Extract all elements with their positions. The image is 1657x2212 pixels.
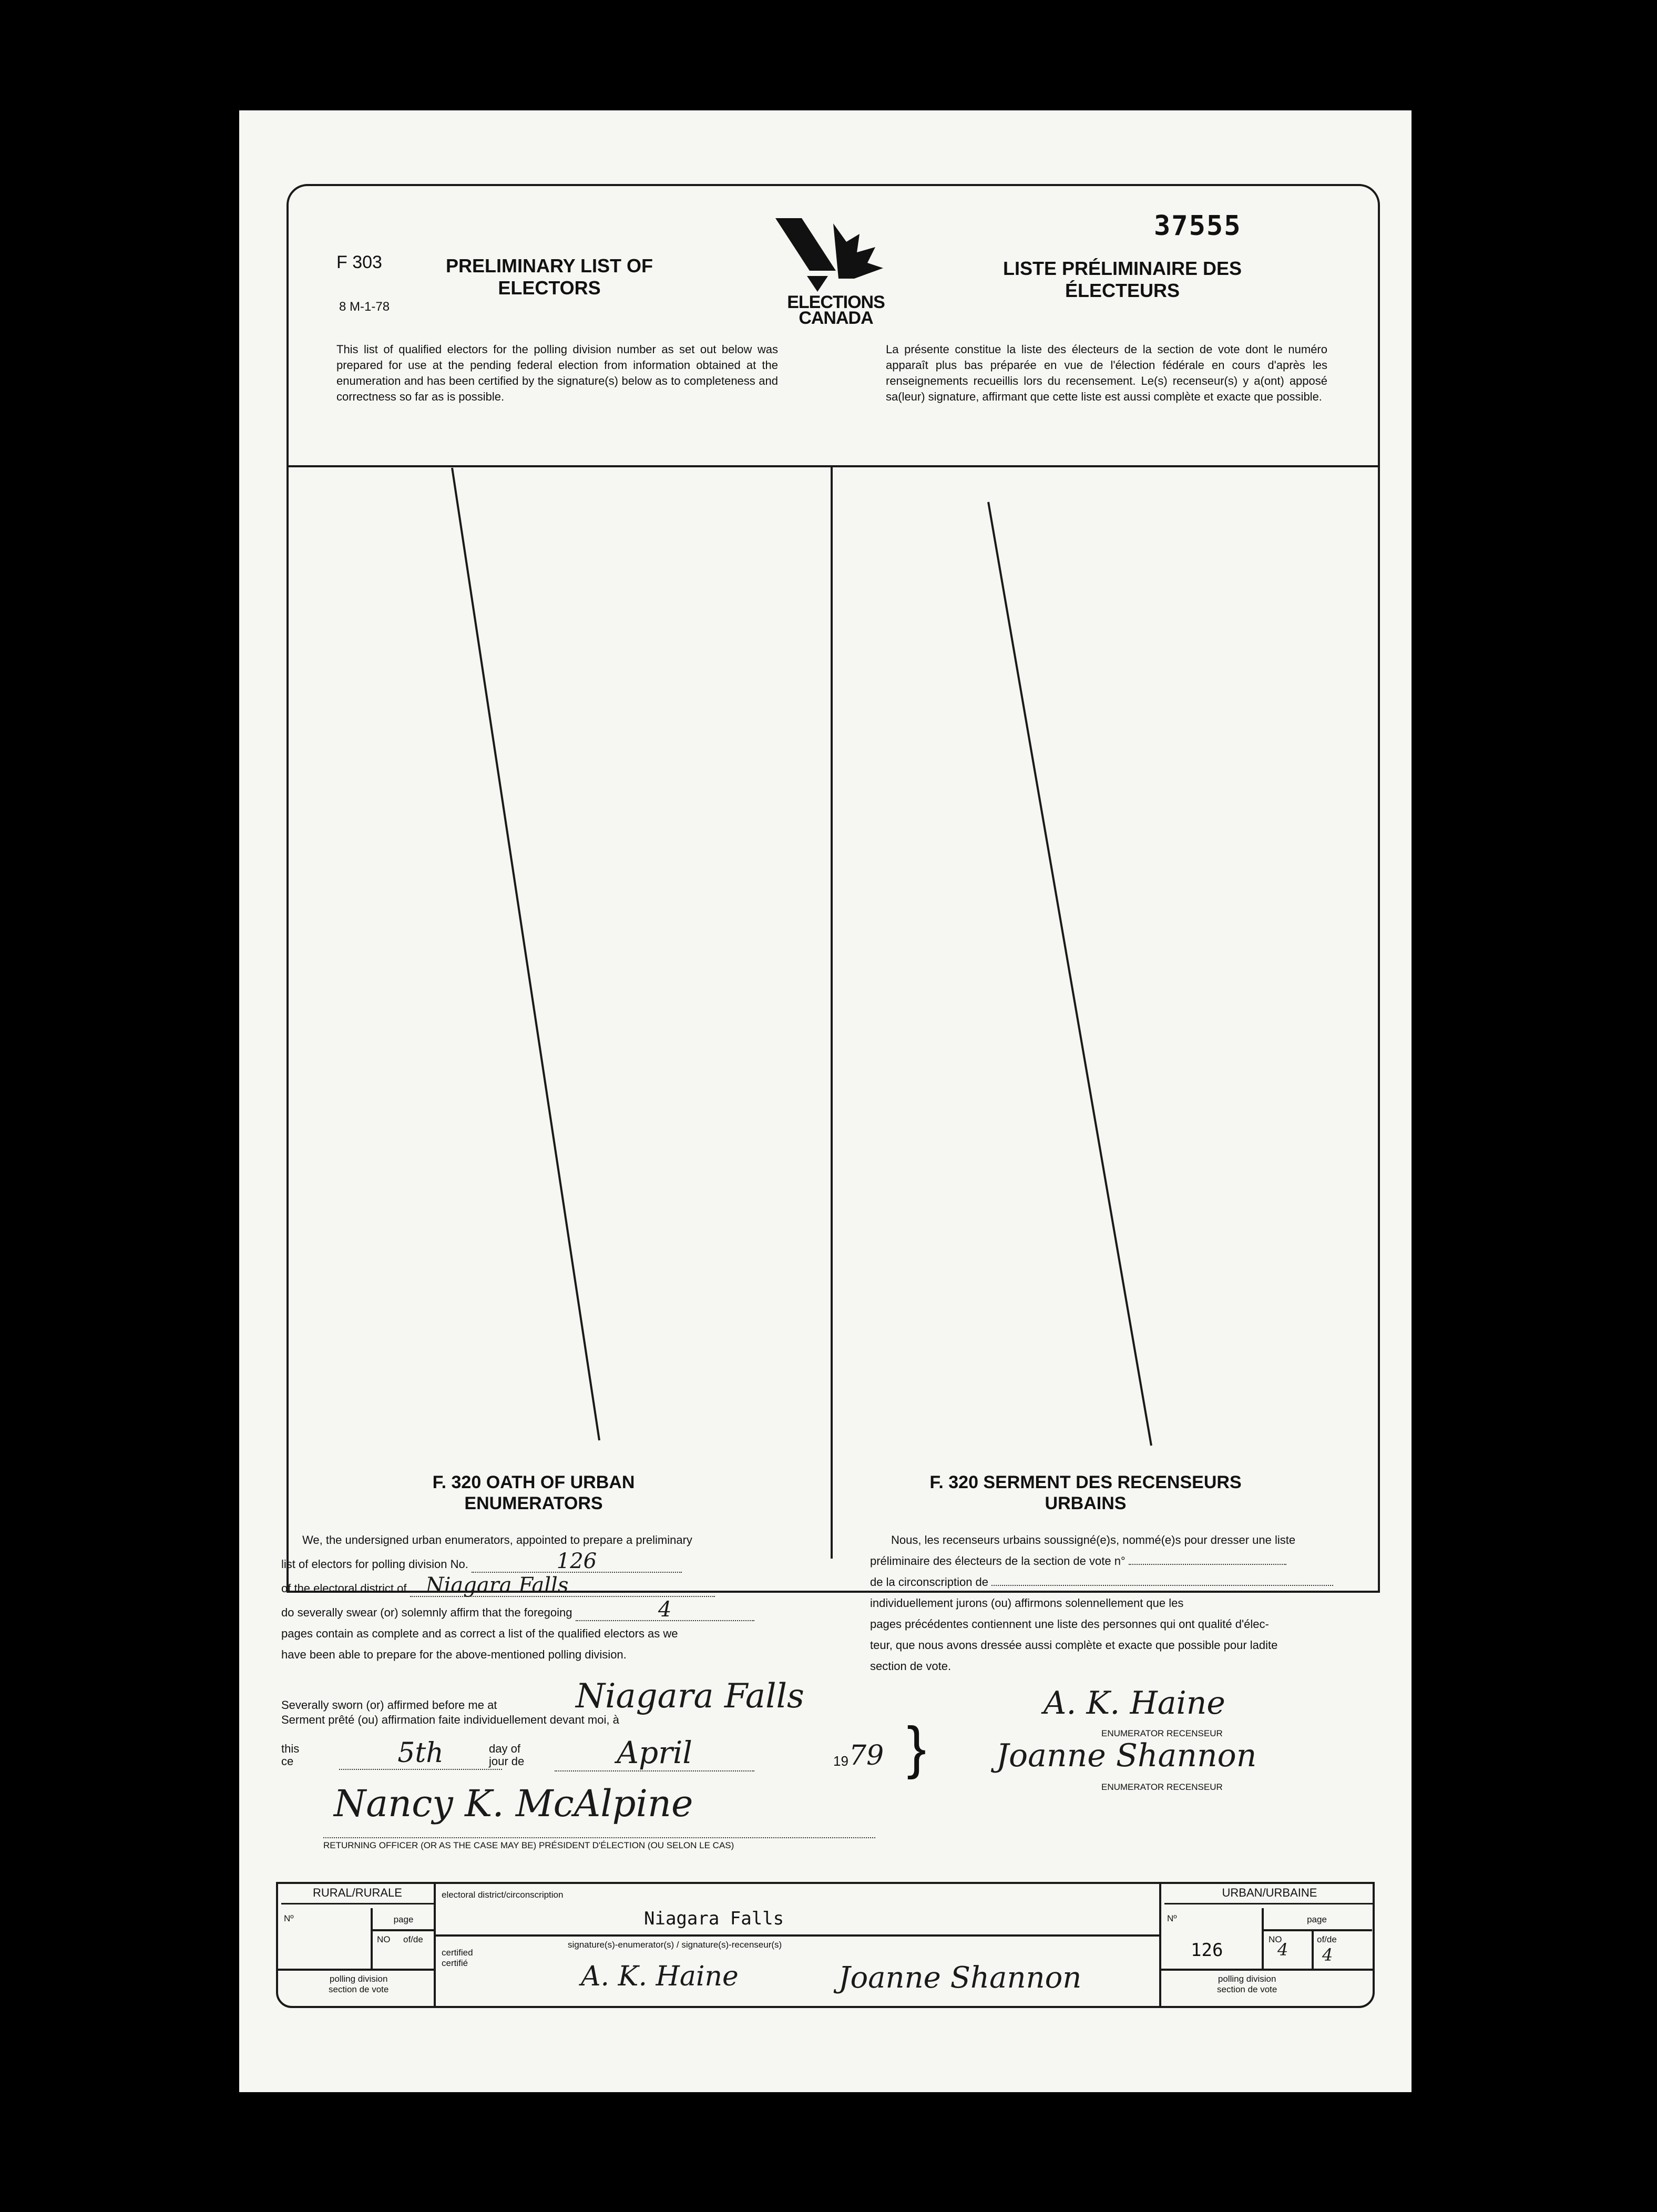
jour-de-label: jour de [489,1755,525,1768]
oath-fr-line1: Nous, les recenseurs urbains soussigné(e)s, nommé(e)s pour dresser une liste [891,1533,1296,1547]
certified-fr: certifié [442,1958,468,1968]
year-value: 79 [849,1740,884,1771]
oath-fr-title: F. 320 SERMENT DES RECENSEURS URBAINS [929,1472,1242,1513]
sworn-label-en: Severally sworn (or) affirmed before me at [281,1698,497,1712]
rural-bottom-line [278,1969,434,1971]
form-number: F 303 [336,252,382,272]
document-sheet [239,110,1411,2092]
urban-polling-fr: section de vote [1217,1984,1277,1994]
oath-fr-line6: teur, que nous avons dressée aussi complète et exacte que possible pour ladite [870,1638,1278,1652]
cancel-lines [239,110,1411,1582]
footer-divider-right [1159,1882,1161,2008]
oath-fr-line3-blank [991,1585,1333,1586]
urban-of-line [1312,1929,1314,1969]
footer-divider-left [434,1882,436,2008]
oath-en-title: F. 320 OATH OF URBAN ENUMERATORS [432,1472,635,1513]
rural-no-small: NO [377,1934,391,1944]
footer-sig2: Joanne Shannon [838,1961,1082,1995]
month-value: April [555,1735,754,1771]
urban-bottom-line [1159,1969,1373,1971]
urban-no-value: 126 [1191,1940,1223,1961]
oath-fr [870,1530,1375,1677]
oath-en-line4 [281,1599,817,1623]
foregoing-label: do severally swear (or) solemnly affirm that the foregoing [281,1606,572,1619]
electoral-district-label: of the electoral district of [281,1582,407,1595]
logo-text: ELECTIONS CANADA [787,292,885,328]
year-prefix: 19 [833,1753,848,1769]
oath-fr-line3-label: de la circonscription de [870,1575,989,1589]
officer-label: RETURNING OFFICER (OR AS THE CASE MAY BE) PRÉSIDENT D'ÉLECTION (OU SELON LE CAS) [323,1837,875,1851]
polling-division-value: 126 [472,1551,682,1573]
sworn-label-fr: Serment prêté (ou) affirmation faite individuellement devant moi, à [281,1713,619,1726]
rural-polling-division [329,1974,388,1995]
urban-no-label: Nº [1167,1913,1177,1923]
title-en: PRELIMINARY LIST OF ELECTORS [445,255,653,299]
urban-polling-division [1217,1974,1277,1995]
rural-page-label: page [393,1914,414,1924]
ce-label: ce [281,1755,294,1768]
day-of-labels [489,1743,524,1768]
electoral-district-value: Niagara Falls [410,1575,715,1597]
urban-page-label: page [1307,1914,1327,1924]
rural-no-label: Nº [284,1913,294,1923]
urban-page-of: 4 [1322,1945,1333,1965]
polling-division-label: list of electors for polling division No. [281,1558,468,1571]
day-of-label: day of [489,1742,520,1755]
serial-number: 37555 [1154,210,1242,242]
rural-col-line [371,1908,373,1969]
oath-fr-line2-label: préliminaire des électeurs de la section de vote n° [870,1554,1126,1568]
maple-leaf-icon [770,213,902,292]
day-value: 5th [339,1737,502,1770]
enumerator2-label: ENUMERATOR RECENSEUR [1101,1782,1223,1792]
oath-fr-line4: individuellement jurons (ou) affirmons solennellement que les [870,1596,1184,1610]
sworn-place: Niagara Falls [576,1677,804,1716]
oath-fr-line7: section de vote. [870,1660,952,1673]
urban-polling-en: polling division [1218,1974,1276,1984]
oath-fr-line5: pages précédentes contiennent une liste des personnes qui ont qualité d'élec- [870,1617,1269,1631]
oath-fr-line2 [870,1551,1375,1572]
enumerator1-signature: A. K. Haine [1044,1685,1225,1722]
enumerator2-signature: Joanne Shannon [996,1737,1257,1774]
oath-en-line5: pages contain as complete and as correct a list of the qualified electors as we [281,1627,678,1640]
urban-page-line [1262,1929,1372,1931]
certified-en: certified [442,1948,473,1958]
oath-fr-line2-blank [1129,1564,1286,1565]
title-fr: LISTE PRÉLIMINAIRE DES ÉLECTEURS [1003,258,1242,301]
urban-no-small: NO [1269,1934,1282,1944]
urban-label: URBAN/URBAINE [1164,1886,1375,1904]
brace: } [907,1715,926,1780]
rural-of-label: of/de [403,1934,423,1944]
intro-fr: La présente constitue la liste des électeurs de la section de vote dont le numéro apparaît plus bas préparée en vue de l'élection fédérale en cours d'après les renseignements recueillis lors du recensement. Le(s) recenseur(s) y a(ont) apposé sa(leur) signature, affirmant que cette liste est aussi complète et exacte que possible. [886,343,1327,403]
oath-en-line3 [281,1575,817,1599]
intro-en: This list of qualified electors for the polling division number as set out below was prepared for use at the pending federal election from information obtained at the enumeration and has been certified by the signature(s) below as to completeness and correctness so far as is possible. [336,343,778,403]
this-ce-labels [281,1743,299,1768]
this-label: this [281,1742,300,1755]
form-revision: 8 M-1-78 [339,300,390,314]
rural-page-line [371,1929,434,1931]
district-line [436,1934,1159,1937]
oath-fr-line3 [870,1572,1375,1593]
oath-en-line2 [281,1551,817,1575]
signatures-label: signature(s)-enumerator(s) / signature(s)-recenseur(s) [568,1940,782,1950]
rural-polling-en: polling division [329,1974,388,1984]
district-value: Niagara Falls [644,1908,784,1929]
oath-en [281,1530,817,1665]
certified-labels [442,1948,473,1969]
rural-polling-fr: section de vote [329,1984,389,1994]
urban-col-line [1262,1908,1264,1969]
footer-sig1: A. K. Haine [581,1961,739,1992]
oath-en-line6: have been able to prepare for the above-mentioned polling division. [281,1648,627,1661]
page-count-value: 4 [576,1599,754,1621]
oath-en-line1: We, the undersigned urban enumerators, appointed to prepare a preliminary [302,1533,692,1547]
rural-label: RURAL/RURALE [281,1886,434,1904]
enumerator1-label: ENUMERATOR RECENSEUR [1101,1728,1223,1738]
officer-signature: Nancy K. McAlpine [334,1782,693,1825]
elections-canada-logo [770,213,902,328]
urban-of-label: of/de [1317,1934,1337,1944]
district-label: electoral district/circonscription [442,1890,564,1900]
urban-page-no: 4 [1277,1940,1288,1960]
